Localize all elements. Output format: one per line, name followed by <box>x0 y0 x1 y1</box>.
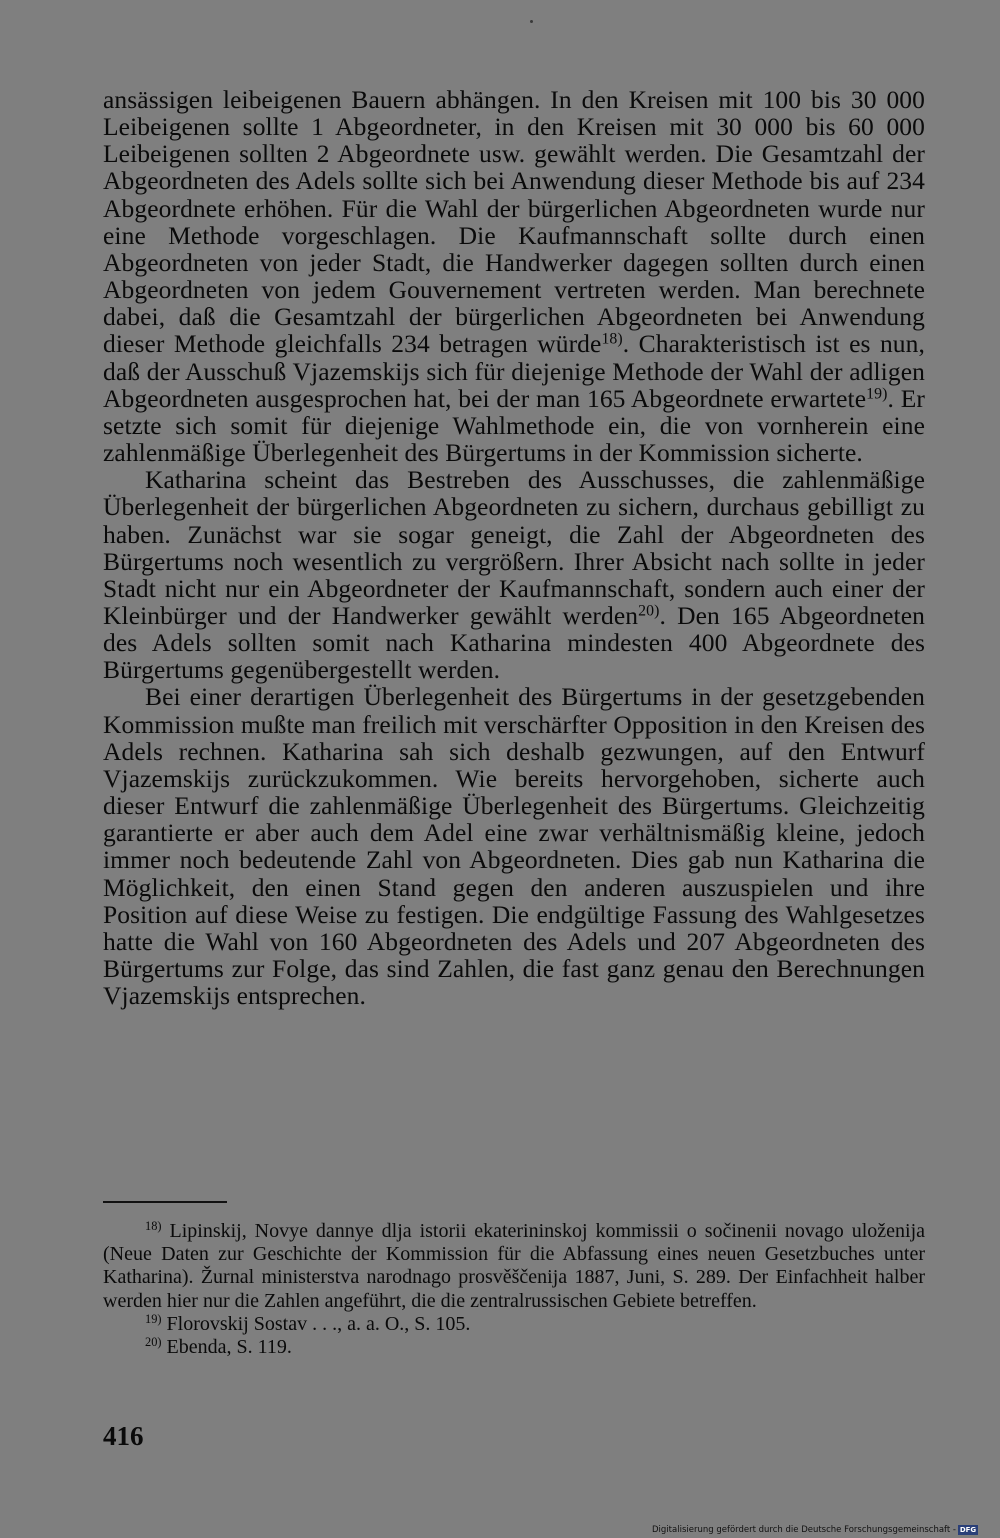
paragraph-1 <box>103 86 925 466</box>
footnotes <box>103 1220 925 1359</box>
dfg-logo-icon: DFG <box>959 1526 977 1534</box>
footnote-ref-18: 18) <box>601 330 623 348</box>
digitization-credit <box>652 1525 978 1535</box>
footnote-18 <box>103 1220 925 1313</box>
paragraph-2-text-a: Katharina scheint das Bestreben des Ausschusses, die zahlenmäßige Überlegenheit der bürgerlichen Abgeordneten zu sichern, durchaus gebilligt zu haben. Zunächst war sie sogar geneigt, die Zahl der Abgeordneten des Bürgertums noch wesentlich zu vergrößern. Ihrer Absicht nach sollte in jeder Stadt nicht nur ein Abgeordneter der Kaufmannschaft, sondern auch einer der Kleinbürger und der Handwerker gewählt werden <box>103 465 925 630</box>
paragraph-1-text-b: . Charakteristisch ist es nun, daß der Ausschuß Vjazemskijs sich für diejenige Methode der Wahl der adligen Abgeordneten ausgesprochen hat, bei der man 165 Abgeordnete erwartete <box>103 329 925 413</box>
footnote-mark-19: 19) <box>145 1312 162 1326</box>
credit-text: Digitalisierung gefördert durch die Deutsche Forschungsgemeinschaft - <box>652 1525 956 1535</box>
footnote-ref-20: 20) <box>638 602 660 620</box>
paragraph-2 <box>103 466 925 683</box>
footnote-20-text: Ebenda, S. 119. <box>161 1336 292 1359</box>
paragraph-1-text-a: ansässigen leibeigenen Bauern abhängen. In den Kreisen mit 100 bis 30 000 Leibeigenen sollte 1 Abgeordneter, in den Kreisen mit 30 000 bis 60 000 Leibeigenen sollten 2 Abgeordnete usw. gewählt werden. Die Gesamtzahl der Abgeordneten des Adels sollte sich bei Anwendung dieser Methode bis auf 234 Abgeordnete erhöhen. Für die Wahl der bürgerlichen Abgeordneten wurde nur eine Methode vorgeschlagen. Die Kaufmannschaft sollte durch einen Abgeordneten von jeder Stadt, die Handwerker dagegen sollten durch einen Abgeordneten von jedem Gouvernement vertreten werden. Man berechnete dabei, daß die Gesamtzahl der bürgerlichen Abgeordneten bei Anwendung dieser Methode gleichfalls 234 betragen würde <box>103 85 925 359</box>
page-number: 416 <box>103 1421 144 1451</box>
footnote-mark-20: 20) <box>145 1335 162 1350</box>
footnote-19-text: Florovskij Sostav . . ., a. a. O., S. 105. <box>161 1312 471 1335</box>
footnote-20 <box>103 1336 925 1359</box>
paragraph-3 <box>103 683 925 1009</box>
paragraph-3-text: Bei einer derartigen Überlegenheit des Bürgertums in der gesetzgebenden Kommission mußte man freilich mit verschärfter Opposition in den Kreisen des Adels rechnen. Katharina sah sich deshalb gezwungen, auf den Entwurf Vjazemskijs zurückzukommen. Wie bereits hervorgehoben, sicherte auch dieser Entwurf die zahlenmäßige Überlegenheit des Bürgertums. Gleichzeitig garantierte er aber auch dem Adel eine zwar verhältnismäßig kleine, jedoch immer noch bedeutende Zahl von Abgeordneten. Dies gab nun Katharina die Möglichkeit, den einen Stand gegen den anderen auszuspielen und ihre Position auf diese Weise zu festigen. Die endgültige Fassung des Wahlgesetzes hatte die Wahl von 160 Abgeordneten des Adels und 207 Abgeordneten des Bürgertums zur Folge, das sind Zahlen, die fast ganz genau den Berechnungen Vjazemskijs entsprechen. <box>103 682 926 1011</box>
paragraph-2-text-b: . Den 165 Abgeordneten des Adels sollten somit nach Katharina mindesten 400 Abgeordnete des Bürgertums gegenübergestellt werden. <box>103 600 925 685</box>
footnote-divider <box>103 1201 227 1203</box>
footnote-18-text: Lipinskij, Novye dannye dlja istorii ekaterininskoj kommissii o sočinenii novago uloženija (Neue Daten zur Geschichte der Kommission für die Abfassung eines neuen Gesetzbuches unter Katharina). Žurnal ministerstva narodnago prosvěščenija 1887, Juni, S. 289. Der Einfachheit halber werden hier nur die Zahlen angeführt, die die zentralrussischen Gebiete betreffen. <box>103 1220 925 1312</box>
footnote-19 <box>103 1313 925 1336</box>
footnote-mark-18: 18) <box>145 1219 162 1234</box>
paragraph-1-text-c: . Er setzte sich somit für diejenige Wahlmethode ein, die von vornherein eine zahlenmäßige Überlegenheit des Bürgertums in der Kommission sicherte. <box>103 383 926 468</box>
footnote-ref-19: 19) <box>866 385 888 403</box>
main-text <box>103 86 925 1009</box>
scan-speck <box>530 20 533 23</box>
